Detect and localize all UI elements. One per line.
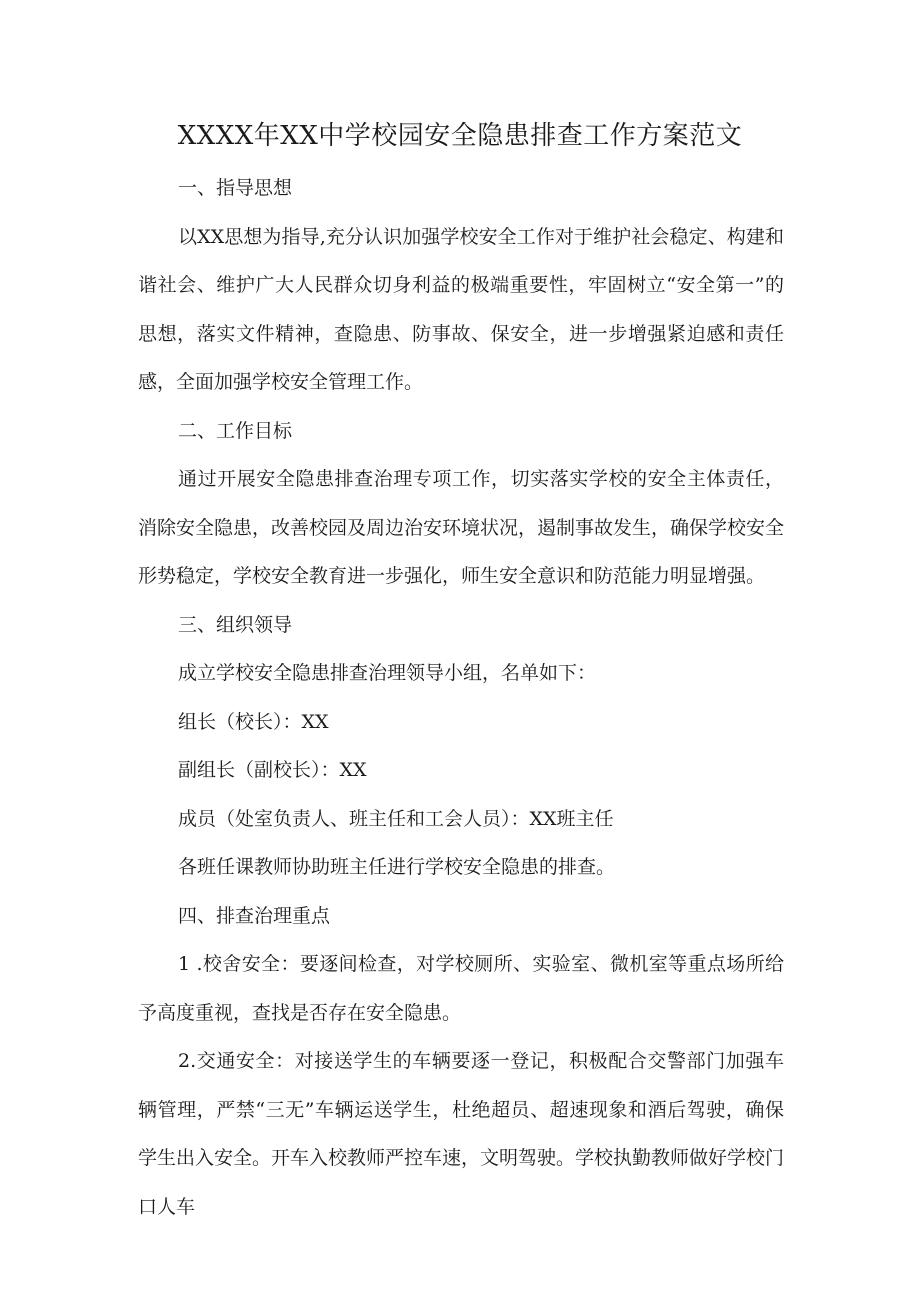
- paragraph-traffic-safety: 2.交通安全：对接送学生的车辆要逐一登记，积极配合交警部门加强车辆管理，严禁“三无”车辆运送学生，杜绝超员、超速现象和酒后驾驶，确保学生出入安全。开车入校教师严控车速，文明驾驶。学校执勤教师做好学校门口人车: [138, 1050, 785, 1218]
- section-heading-guiding-thought: 一、指导思想: [178, 177, 293, 199]
- paragraph-building-safety: 1 .校舍安全：要逐间检查，对学校厕所、实验室、微机室等重点场所给予高度重视，查找是否存在安全隐患。: [138, 953, 784, 1024]
- paragraph-work-goals: 通过开展安全隐患排查治理专项工作，切实落实学校的安全主体责任，消除安全隐患，改善校园及周边治安环境状况，遏制事故发生，确保学校安全形势稳定，学校安全教育进一步强化，师生安全意识和防范能力明显增强。: [138, 468, 785, 587]
- paragraph-teachers-assist: 各班任课教师协助班主任进行学校安全隐患的排查。: [178, 856, 616, 878]
- paragraph-members: 成员（处室负责人、班主任和工会人员）：XX班主任: [178, 807, 614, 830]
- document-title: XXXX年XX中学校园安全隐患排查工作方案范文: [177, 121, 743, 151]
- paragraph-group-leader: 组长（校长）：XX: [178, 710, 329, 733]
- section-heading-work-goals: 二、工作目标: [178, 419, 293, 442]
- paragraph-leadership-group: 成立学校安全隐患排查治理领导小组，名单如下：: [178, 662, 597, 684]
- paragraph-guiding-thought: 以XX思想为指导,充分认识加强学校安全工作对于维护社会稳定、构建和谐社会、维护广大人民群众切身利益的极端重要性，牢固树立“安全第一”的思想，落实文件精神，查隐患、防事故、保安全，进一步增强紧迫感和责任感，全面加强学校安全管理工作。: [138, 225, 784, 393]
- section-heading-key-points: 四、排查治理重点: [178, 904, 331, 927]
- document-body: [138, 164, 784, 1231]
- paragraph-deputy-leader: 副组长（副校长）：XX: [178, 759, 367, 781]
- section-heading-organization: 三、组织领导: [178, 613, 293, 636]
